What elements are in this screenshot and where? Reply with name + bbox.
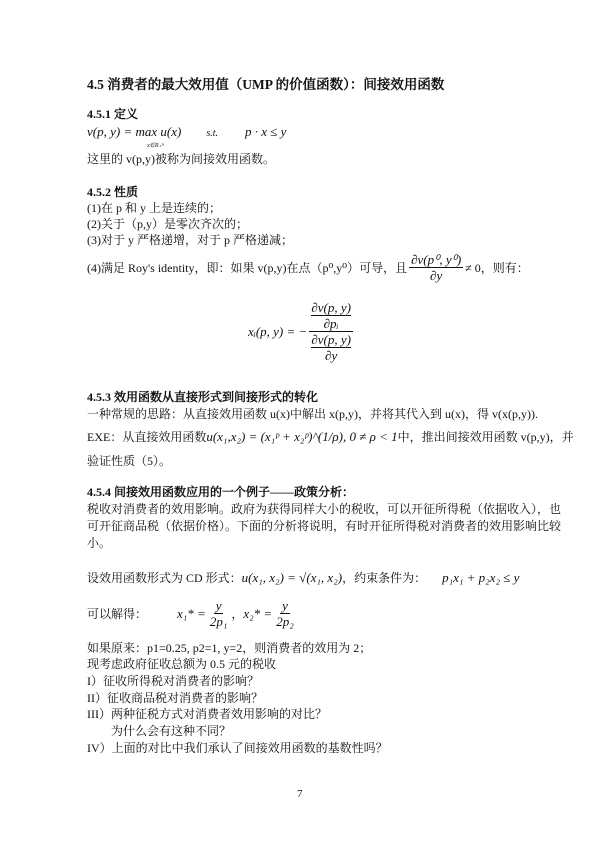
text-line: 如果原来：p1=0.25, p2=1, y=2，则消费者的效用为 2；	[87, 641, 372, 655]
property-4: (4)满足 Roy's identity，即：如果 v(p,y)在点（p⁰,y⁰）可导，且 $\frac{\text{∂v(p⁰, y⁰)}}{\partial y}$ ≠ 0，则有：	[87, 252, 529, 283]
exercise-line: EXE：从直接效用函数u(x₁,x₂) = (x₁ᵖ + x₂ᵖ)^(1/ρ), 0 ≠ ρ < 1中，推出间接效用函数 v(p,y)，并	[87, 429, 574, 444]
question-2: II）征收商品税对消费者的影响？	[87, 691, 263, 705]
heading-451: 4.5.1 定义	[87, 107, 139, 121]
paragraph-line: 税收对消费者的效用影响。政府为获得同样大小的税收，可以开征所得税（依据收入），也	[87, 502, 562, 516]
section-title: 4.5 消费者的最大效用值（UMP 的价值函数）：间接效用函数	[87, 77, 445, 92]
property-2: (2)关于（p,y）是零次齐次的；	[87, 217, 248, 231]
definition-note: 这里的 v(p,y)被称为间接效用函数。	[87, 152, 275, 166]
heading-452: 4.5.2 性质	[87, 185, 139, 199]
roy-identity-formula: xᵢ(p, y) = − ∂v(p, y) ∂pᵢ ∂v(p, y) ∂y	[248, 300, 351, 363]
heading-453: 4.5.3 效用函数从直接形式到间接形式的转化	[87, 390, 319, 404]
property-3: (3)对于 y 严格递增，对于 p 严格递减；	[87, 233, 293, 247]
heading-454: 4.5.4 间接效用函数应用的一个例子——政策分析：	[87, 485, 355, 499]
question-4: IV）上面的对比中我们承认了间接效用函数的基数性吗？	[87, 741, 388, 755]
property-1: (1)在 p 和 y 上是连续的；	[87, 201, 221, 215]
text-line: 现考虑政府征收总额为 0.5 元的税收	[87, 657, 277, 671]
question-3: III）两种征税方式对消费者效用影响的对比？	[87, 707, 327, 721]
paragraph-line: 小。	[87, 536, 112, 550]
definition-formula: v(p, y) = max u(x) s.t. p · x ≤ y x∈R₊ⁿ	[87, 124, 287, 149]
question-3-followup: 为什么会有这种不同？	[87, 724, 232, 738]
solution-line: 可以解得： x₁* = $\frac{y}{\text{2p₁}}$ ， x₂* = $\frac{y}{\text{2p₂}}$	[87, 598, 294, 629]
conversion-method: 一种常规的思路：从直接效用函数 u(x)中解出 x(p,y)，并将其代入到 u(x)，得 v(x(p,y)).	[87, 407, 538, 421]
exercise-line-2: 验证性质（5）。	[87, 454, 172, 468]
paragraph-line: 可开征商品税（依据价格）。下面的分析将说明，有时开征所得税对消费者的效用影响比较	[87, 519, 562, 533]
cd-utility-line: 设效用函数形式为 CD 形式：u(x₁, x₂) = √(x₁, x₂)，约束条件为： p₁x₁ + p₂x₂ ≤ y	[87, 570, 520, 585]
page-number: 7	[297, 788, 303, 800]
question-1: I）征收所得税对消费者的影响？	[87, 674, 259, 688]
